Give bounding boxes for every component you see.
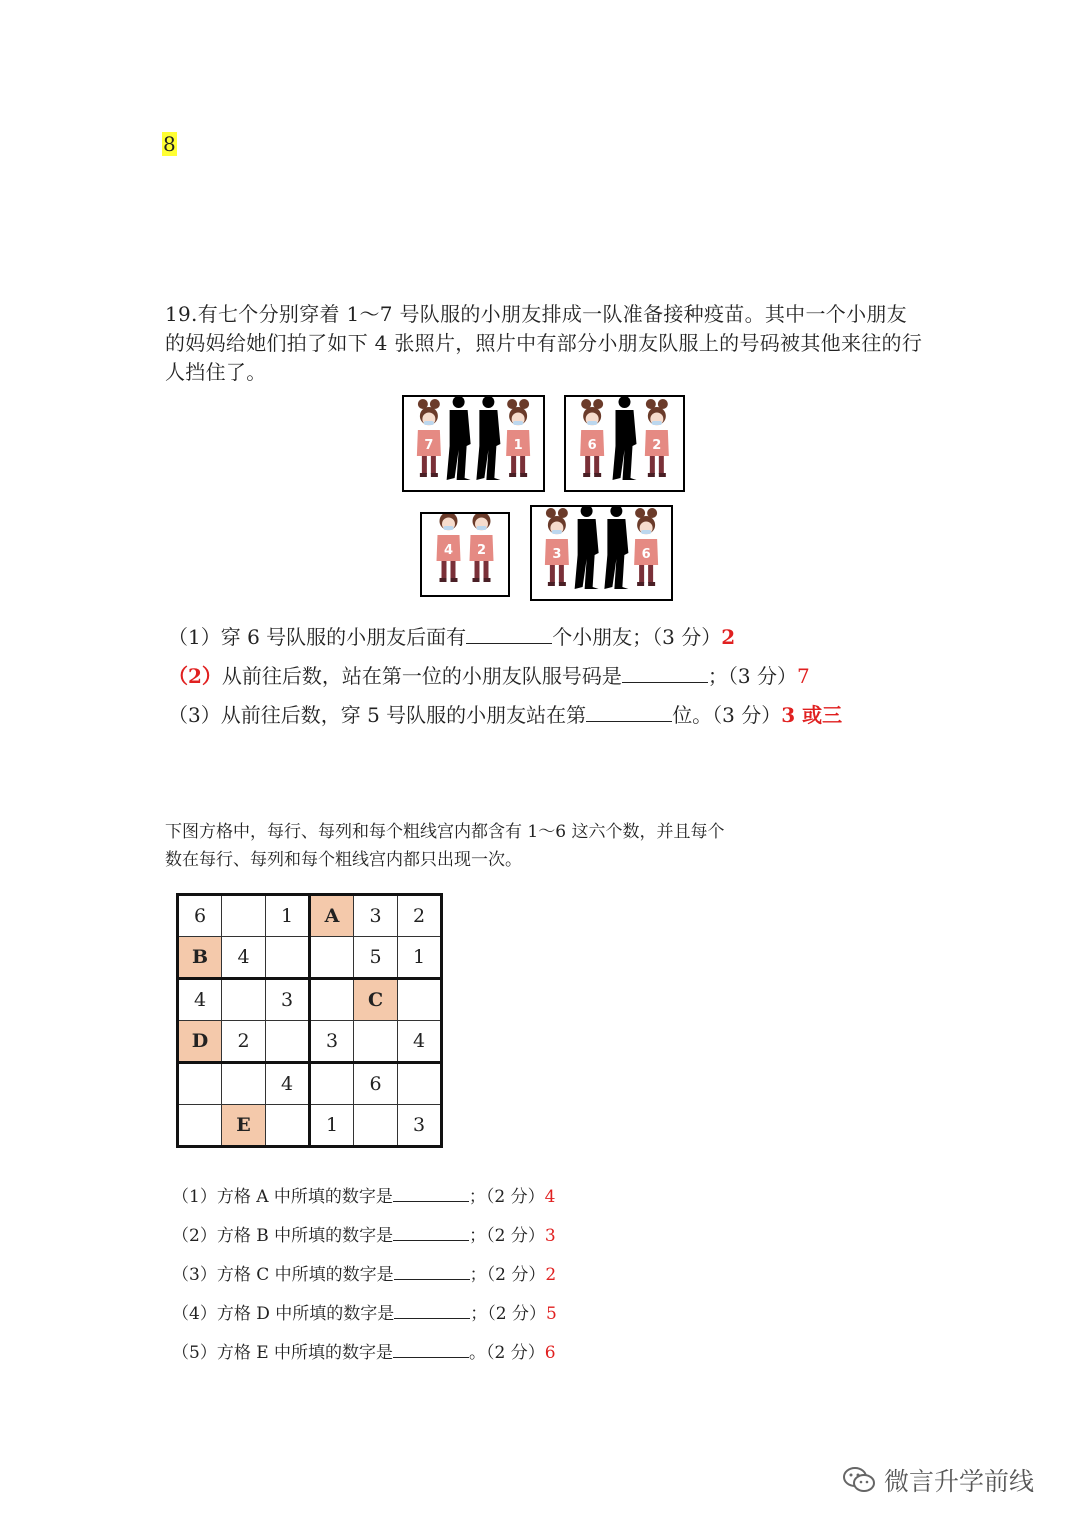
- sudoku-cell-b[interactable]: B: [178, 937, 222, 979]
- sudoku-cell[interactable]: [310, 979, 354, 1021]
- photo-1: [402, 395, 545, 492]
- sudoku-cell-a[interactable]: A: [310, 895, 354, 937]
- sudoku-cell[interactable]: [310, 1063, 354, 1105]
- child-figure: [545, 508, 569, 586]
- q19-sub-2: （2）从前往后数，站在第一位的小朋友队服号码是 ；（3 分）7: [168, 664, 810, 688]
- jersey-number: 7: [424, 438, 434, 453]
- sudoku-cell-c[interactable]: C: [354, 979, 398, 1021]
- sudoku-cell: 4: [398, 1021, 442, 1063]
- sudoku-cell: 6: [354, 1063, 398, 1105]
- jersey-number: 6: [587, 438, 597, 453]
- sudoku-cell[interactable]: [222, 895, 266, 937]
- sudoku-cell: 1: [398, 937, 442, 979]
- sudoku-cell: 5: [354, 937, 398, 979]
- sudoku-grid: [176, 893, 443, 1148]
- sudoku-cell: 2: [222, 1021, 266, 1063]
- sudoku-cell[interactable]: [178, 1063, 222, 1105]
- sudoku-cell: 4: [222, 937, 266, 979]
- answer-blank[interactable]: [586, 703, 672, 722]
- passerby-silhouette: [476, 397, 500, 480]
- answer-text: 3 或三: [781, 703, 843, 727]
- sudoku-cell[interactable]: [354, 1021, 398, 1063]
- sudoku-question-2: （2）方格 B 中所填的数字是 ；（2 分）3: [172, 1222, 556, 1247]
- sudoku-question-1: （1）方格 A 中所填的数字是 ；（2 分）4: [172, 1183, 555, 1208]
- child-figure: [580, 399, 604, 477]
- child-figure: [506, 399, 530, 477]
- sudoku-intro: 下图方格中，每行、每列和每个粗线宫内都含有 1～6 这六个数，并且每个 数在每行、每列和每个粗线宫内都只出现一次。: [165, 822, 725, 870]
- photo-1-figures: [404, 397, 543, 490]
- sudoku-row: [178, 1063, 442, 1105]
- passerby-silhouette: [575, 507, 599, 589]
- photo-2-figures: [566, 397, 683, 490]
- sudoku-cell[interactable]: [354, 1105, 398, 1147]
- answer-blank[interactable]: [393, 1183, 469, 1202]
- sudoku-cell: 3: [354, 895, 398, 937]
- sudoku-cell[interactable]: [266, 1021, 310, 1063]
- sudoku-cell[interactable]: [222, 979, 266, 1021]
- answer-blank[interactable]: [393, 1339, 469, 1358]
- answer-text: 2: [721, 625, 736, 649]
- sudoku-cell[interactable]: [310, 937, 354, 979]
- answer-text: 3: [544, 1226, 556, 1246]
- sudoku-row: [178, 979, 442, 1021]
- sudoku-cell: 3: [310, 1021, 354, 1063]
- sudoku-row: [178, 1021, 442, 1063]
- child-figure: [417, 399, 441, 477]
- sudoku-cell: 3: [266, 979, 310, 1021]
- answer-blank[interactable]: [622, 664, 708, 683]
- sudoku-cell[interactable]: [398, 979, 442, 1021]
- jersey-number: 3: [552, 547, 562, 562]
- q19-intro: 19.有七个分别穿着 1～7 号队服的小朋友排成一队准备接种疫苗。其中一个小朋友的妈妈给她们拍了如下 4 张照片，照片中有部分小朋友队服上的号码被其他来往的行人挡住了。: [165, 302, 923, 384]
- sudoku-cell: 1: [310, 1105, 354, 1147]
- sudoku-cell: 4: [266, 1063, 310, 1105]
- page-marker: 8: [163, 132, 176, 156]
- answer-text: 2: [545, 1265, 557, 1285]
- passerby-silhouette: [613, 397, 637, 480]
- answer-text: 7: [797, 664, 810, 688]
- answer-text: 4: [544, 1187, 556, 1207]
- sudoku-question-5: （5）方格 E 中所填的数字是 。（2 分）6: [172, 1339, 556, 1364]
- sudoku-row: [178, 1105, 442, 1147]
- answer-blank[interactable]: [394, 1300, 470, 1319]
- sudoku-question-3: （3）方格 C 中所填的数字是 ；（2 分）2: [172, 1261, 556, 1286]
- photo-2: [564, 395, 685, 492]
- wechat-icon: [842, 1466, 876, 1494]
- photo-3-figures: [422, 514, 508, 595]
- answer-text: 6: [544, 1343, 556, 1363]
- sudoku-question-4: （4）方格 D 中所填的数字是 ；（2 分）5: [172, 1300, 557, 1325]
- sudoku-cell[interactable]: [266, 1105, 310, 1147]
- photo-4-figures: [532, 507, 671, 599]
- child-figure: [470, 514, 494, 582]
- passerby-silhouette: [447, 397, 471, 480]
- answer-blank[interactable]: [466, 625, 552, 644]
- q19-sub-1: （1）穿 6 号队服的小朋友后面有 个小朋友；（3 分）2: [168, 625, 736, 649]
- sudoku-row: [178, 937, 442, 979]
- sudoku-cell: 2: [398, 895, 442, 937]
- sudoku-cell: 3: [398, 1105, 442, 1147]
- q19-sub-3: （3）从前往后数，穿 5 号队服的小朋友站在第 位。（3 分）3 或三: [168, 703, 843, 727]
- jersey-number: 2: [476, 543, 487, 558]
- sudoku-row: [178, 895, 442, 937]
- sudoku-cell-d[interactable]: D: [178, 1021, 222, 1063]
- watermark: 微言升学前线: [842, 1462, 1034, 1498]
- jersey-number: 1: [513, 438, 523, 453]
- jersey-number: 2: [652, 438, 662, 453]
- jersey-number: 4: [443, 543, 454, 558]
- sudoku-cell[interactable]: [266, 937, 310, 979]
- sudoku-cell[interactable]: [178, 1105, 222, 1147]
- child-figure: [437, 514, 461, 582]
- photo-4: [530, 505, 673, 601]
- photo-3: [420, 512, 510, 597]
- answer-blank[interactable]: [393, 1222, 469, 1241]
- passerby-silhouette: [604, 507, 628, 589]
- sudoku-cell: 6: [178, 895, 222, 937]
- sudoku-cell: 4: [178, 979, 222, 1021]
- jersey-number: 6: [641, 547, 651, 562]
- sudoku-cell[interactable]: [222, 1063, 266, 1105]
- child-figure: [645, 399, 669, 477]
- answer-blank[interactable]: [394, 1261, 470, 1280]
- child-figure: [634, 508, 658, 586]
- answer-text: 5: [546, 1304, 557, 1324]
- sudoku-cell-e[interactable]: E: [222, 1105, 266, 1147]
- sudoku-cell: 1: [266, 895, 310, 937]
- sudoku-cell[interactable]: [398, 1063, 442, 1105]
